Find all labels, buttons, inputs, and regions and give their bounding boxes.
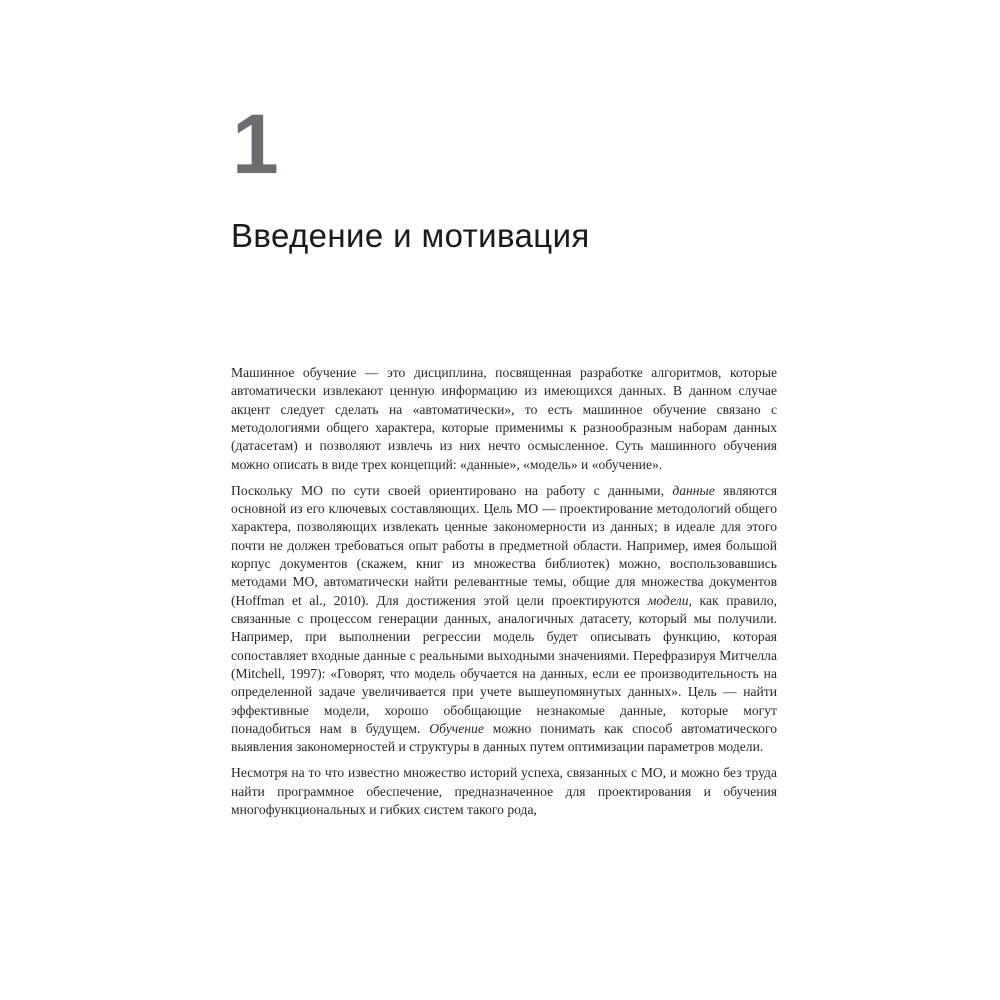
paragraph-2: Поскольку МО по сути своей ориентировано на работу с данными, данные являются основной из его ключевых составляющих. Цель МО — проектирование методологий общего характера, позволяющих извлекать ценные закономерности из данных; в идеале для этого почти не должен требоваться опыт работы в предметной области. Например, имея большой корпус документов (скажем, книг из множества библиотек) можно, воспользовавшись методами МО, автоматически найти релевантные темы, общие для множества документов (Hoffman et al., 2010). Для достижения этой цели проектируются модели, как правило, связанные с процессом генерации данных, аналогичных датасету, который мы получили. Например, при выполнении регрессии модель будет описывать функцию, которая сопоставляет входные данные с реальными выходными значениями. Перефразируя Митчелла (Mitchell, 1997): «Говорят, что модель обучается на данных, если ее производительность на определенной задаче увеличивается при учете вышеупомянутых данных». Цель — найти эффективные модели, хорошо обобщающие незнакомые данные, которые могут понадобиться нам в будущем. Обучение можно понимать как способ автоматического выявления закономерностей и структуры в данных путем оптимизации параметров модели. [231,482,778,755]
chapter-title: Введение и мотивация [231,217,590,254]
body-text-column [231,364,777,819]
paragraph-3: Несмотря на то что известно множество историй успеха, связанных с МО, и можно без труда найти программное обеспечение, предназначенное для проектирования и обучения многофункциональных и гибких систем такого рода, [231,765,777,817]
emphasized-term: данные [672,482,715,498]
paragraph-1: Машинное обучение — это дисциплина, посвященная разработке алгоритмов, которые автоматически извлекают ценную информацию из имеющихся данных. В данном случае акцент следует сделать на «автоматически», то есть машинное обучение связано с методологиями общего характера, которые применимы к разнообразным наборам данных (датасетам) и позволяют извлечь из них нечто осмысленное. Суть машинного обучения можно описать в виде трех концепций: «данные», «модель» и «обучение». [231,365,777,472]
chapter-number: 1 [232,97,278,191]
chapter-header [231,97,791,255]
emphasized-term: Обучение [429,721,484,737]
emphasized-term: модели [647,592,689,608]
